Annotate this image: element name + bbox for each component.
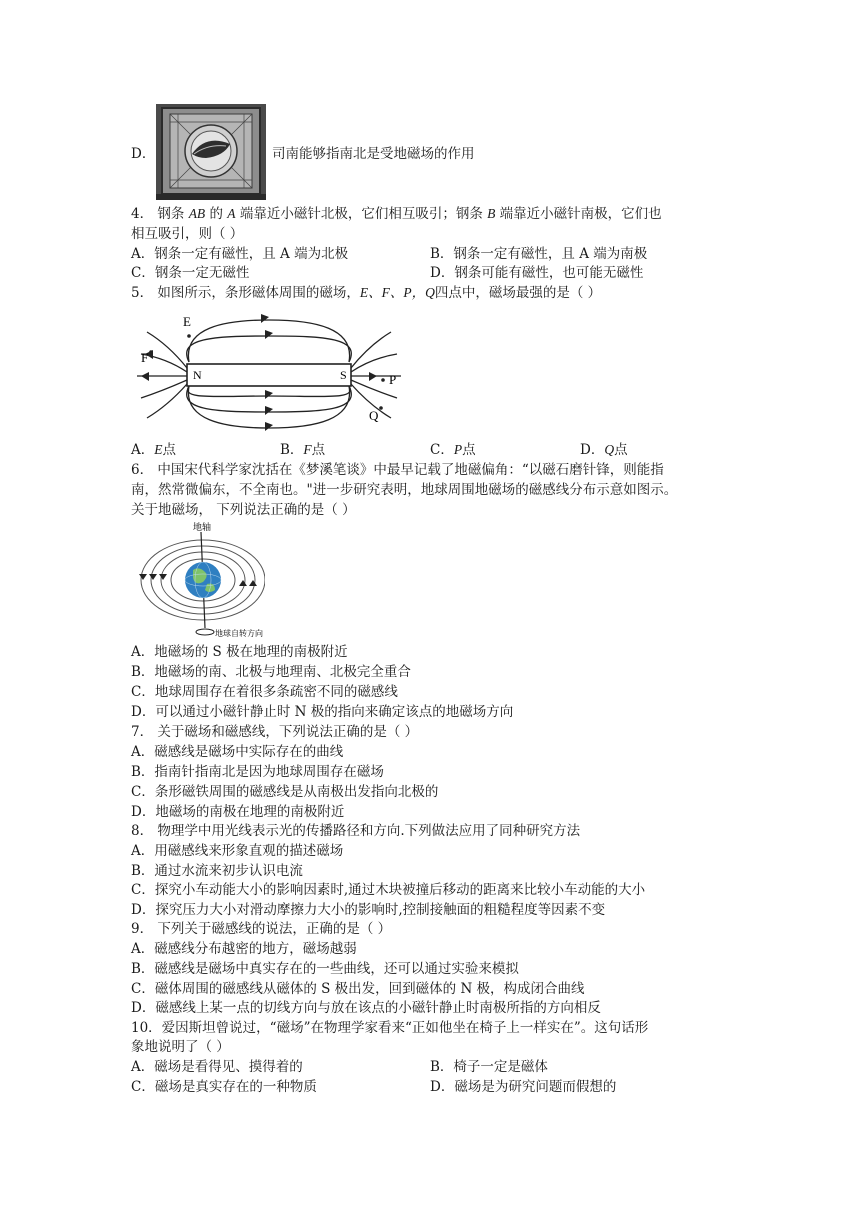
earth-rotation-label: 地球自转方向 [215, 629, 263, 638]
q9-option-c: C．磁体周围的磁感线从磁体的 S 极出发，回到磁体的 N 极，构成闭合曲线 [131, 981, 585, 997]
q4-option-b: B．钢条一定有磁性，且 A 端为南极 [430, 246, 648, 262]
q5-option-c-prefix: C． [430, 442, 454, 458]
q5-option-a-prefix: A． [131, 442, 155, 458]
q4-stem-part1: 4． 钢条 [131, 206, 185, 222]
q4-stem-part4: 端靠近小磁针南极，它们也 [499, 206, 662, 222]
q5-stem-part1: 5． 如图所示，条形磁体周围的磁场， [131, 285, 360, 301]
q4-stem-part3: 端靠近小磁针北极，它们相互吸引；钢条 [239, 206, 483, 222]
q6-stem-line3: 关于地磁场， 下列说法正确的是（ ） [131, 502, 356, 518]
q10-stem-line1: 10．爱因斯坦曾说过，“磁场”在物理学家看来“正如他坐在椅子上一样实在”。这句话形 [131, 1020, 649, 1036]
q7-stem: 7． 关于磁场和磁感线，下列说法正确的是（ ） [131, 724, 419, 740]
magnet-n-label: N [193, 368, 202, 382]
q5-option-b-prefix: B． [280, 442, 304, 458]
q5-stem-part2: 四点中，磁场最强的是（ ） [434, 285, 602, 301]
q9-option-d: D．磁感线上某一点的切线方向与放在该点的小磁针静止时南极所指的方向相反 [131, 1000, 601, 1016]
q5-option-b [280, 440, 325, 460]
q4-stem [131, 204, 662, 224]
earth-magnetic-field-figure [131, 520, 265, 642]
sinan-compass-icon [156, 104, 266, 200]
q8-option-b: B．通过水流来初步认识电流 [131, 863, 303, 879]
q7-option-b: B．指南针指南北是因为地球周围存在磁场 [131, 764, 384, 780]
earth-magnetic-field-icon [131, 520, 265, 642]
point-q-label: Q [369, 408, 379, 423]
q9-option-b: B．磁感线是磁场中真实存在的一些曲线，还可以通过实验来模拟 [131, 961, 519, 977]
q5-option-d-prefix: D． [580, 442, 605, 458]
q4-option-c: C．钢条一定无磁性 [131, 265, 250, 281]
q4-var-ab: AB [188, 206, 206, 221]
q9-option-a: A．磁感线分布越密的地方，磁场越弱 [131, 941, 357, 957]
q4-var-b: B [487, 206, 496, 221]
q8-stem: 8． 物理学中用光线表示光的传播路径和方向.下列做法应用了同种研究方法 [131, 823, 581, 839]
q5-option-d-var: Q [604, 442, 615, 457]
q4-stem-line2: 相互吸引，则（ ） [131, 226, 244, 242]
q6-stem-line2: 南，然常微偏东，不全南也。"进一步研究表明，地球周围地磁场的磁感线分布示意如图示。 [131, 482, 678, 498]
point-e-label: E [183, 314, 191, 329]
q5-option-b-var: F [303, 442, 312, 457]
q5-option-b-suffix: 点 [311, 442, 326, 458]
q5-option-c-var: P [453, 442, 463, 457]
q5-option-c-suffix: 点 [462, 442, 476, 458]
sinan-compass-image [156, 104, 266, 200]
q3-option-d-text: 司南能够指南北是受地磁场的作用 [272, 146, 475, 162]
q7-option-d: D．地磁场的南极在地理的南极附近 [131, 804, 345, 820]
q8-option-a: A．用磁感线来形象直观的描述磁场 [131, 843, 344, 859]
q4-option-a: A．钢条一定有磁性，且 A 端为北极 [131, 246, 349, 262]
bar-magnet-field-icon [133, 308, 405, 436]
q6-option-c: C．地球周围存在着很多条疏密不同的磁感线 [131, 684, 398, 700]
q4-option-d: D．钢条可能有磁性，也可能无磁性 [430, 265, 644, 281]
q5-option-c [430, 440, 476, 460]
q10-option-d: D．磁场是为研究问题而假想的 [430, 1079, 617, 1095]
q10-option-c: C．磁场是真实存在的一种物质 [131, 1079, 317, 1095]
q8-option-d: D．探究压力大小对滑动摩擦力大小的影响时,控制接触面的粗糙程度等因素不变 [131, 902, 606, 918]
q7-option-c: C．条形磁铁周围的磁感线是从南极出发指向北极的 [131, 784, 439, 800]
q10-option-b: B．椅子一定是磁体 [430, 1059, 548, 1075]
point-p-label: P [389, 372, 397, 387]
q6-option-d: D．可以通过小磁针静止时 N 极的指向来确定该点的地磁场方向 [131, 704, 514, 720]
q7-option-a: A．磁感线是磁场中实际存在的曲线 [131, 744, 344, 760]
q4-stem-part2: 的 [209, 206, 223, 222]
q5-option-a [131, 440, 176, 460]
q5-option-a-var: E [154, 442, 163, 457]
q5-stem [131, 283, 601, 303]
q4-var-a: A [227, 206, 236, 221]
q3-option-d-label: D． [131, 146, 156, 162]
q5-points: E、F、P，Q [359, 285, 435, 300]
q6-option-b: B．地磁场的南、北极与地理南、北极完全重合 [131, 664, 411, 680]
q5-option-d [580, 440, 628, 460]
q10-stem-line2: 象地说明了（ ） [131, 1039, 230, 1055]
q5-option-a-suffix: 点 [162, 442, 176, 458]
point-f-label: F [141, 350, 149, 365]
q6-option-a: A．地磁场的 S 极在地理的南极附近 [131, 644, 348, 660]
q10-option-a: A．磁场是看得见、摸得着的 [131, 1059, 303, 1075]
q6-stem-line1: 6． 中国宋代科学家沈括在《梦溪笔谈》中最早记载了地磁偏角：“以磁石磨针锋，则能指 [131, 462, 664, 478]
q5-option-d-suffix: 点 [614, 442, 628, 458]
bar-magnet-field-figure [133, 308, 405, 436]
q8-option-c: C．探究小车动能大小的影响因素时,通过木块被撞后移动的距离来比较小车动能的大小 [131, 882, 646, 898]
magnet-s-label: S [340, 368, 347, 382]
q9-stem: 9． 下列关于磁感线的说法，正确的是（ ） [131, 921, 392, 937]
earth-axis-label: 地轴 [193, 523, 212, 533]
